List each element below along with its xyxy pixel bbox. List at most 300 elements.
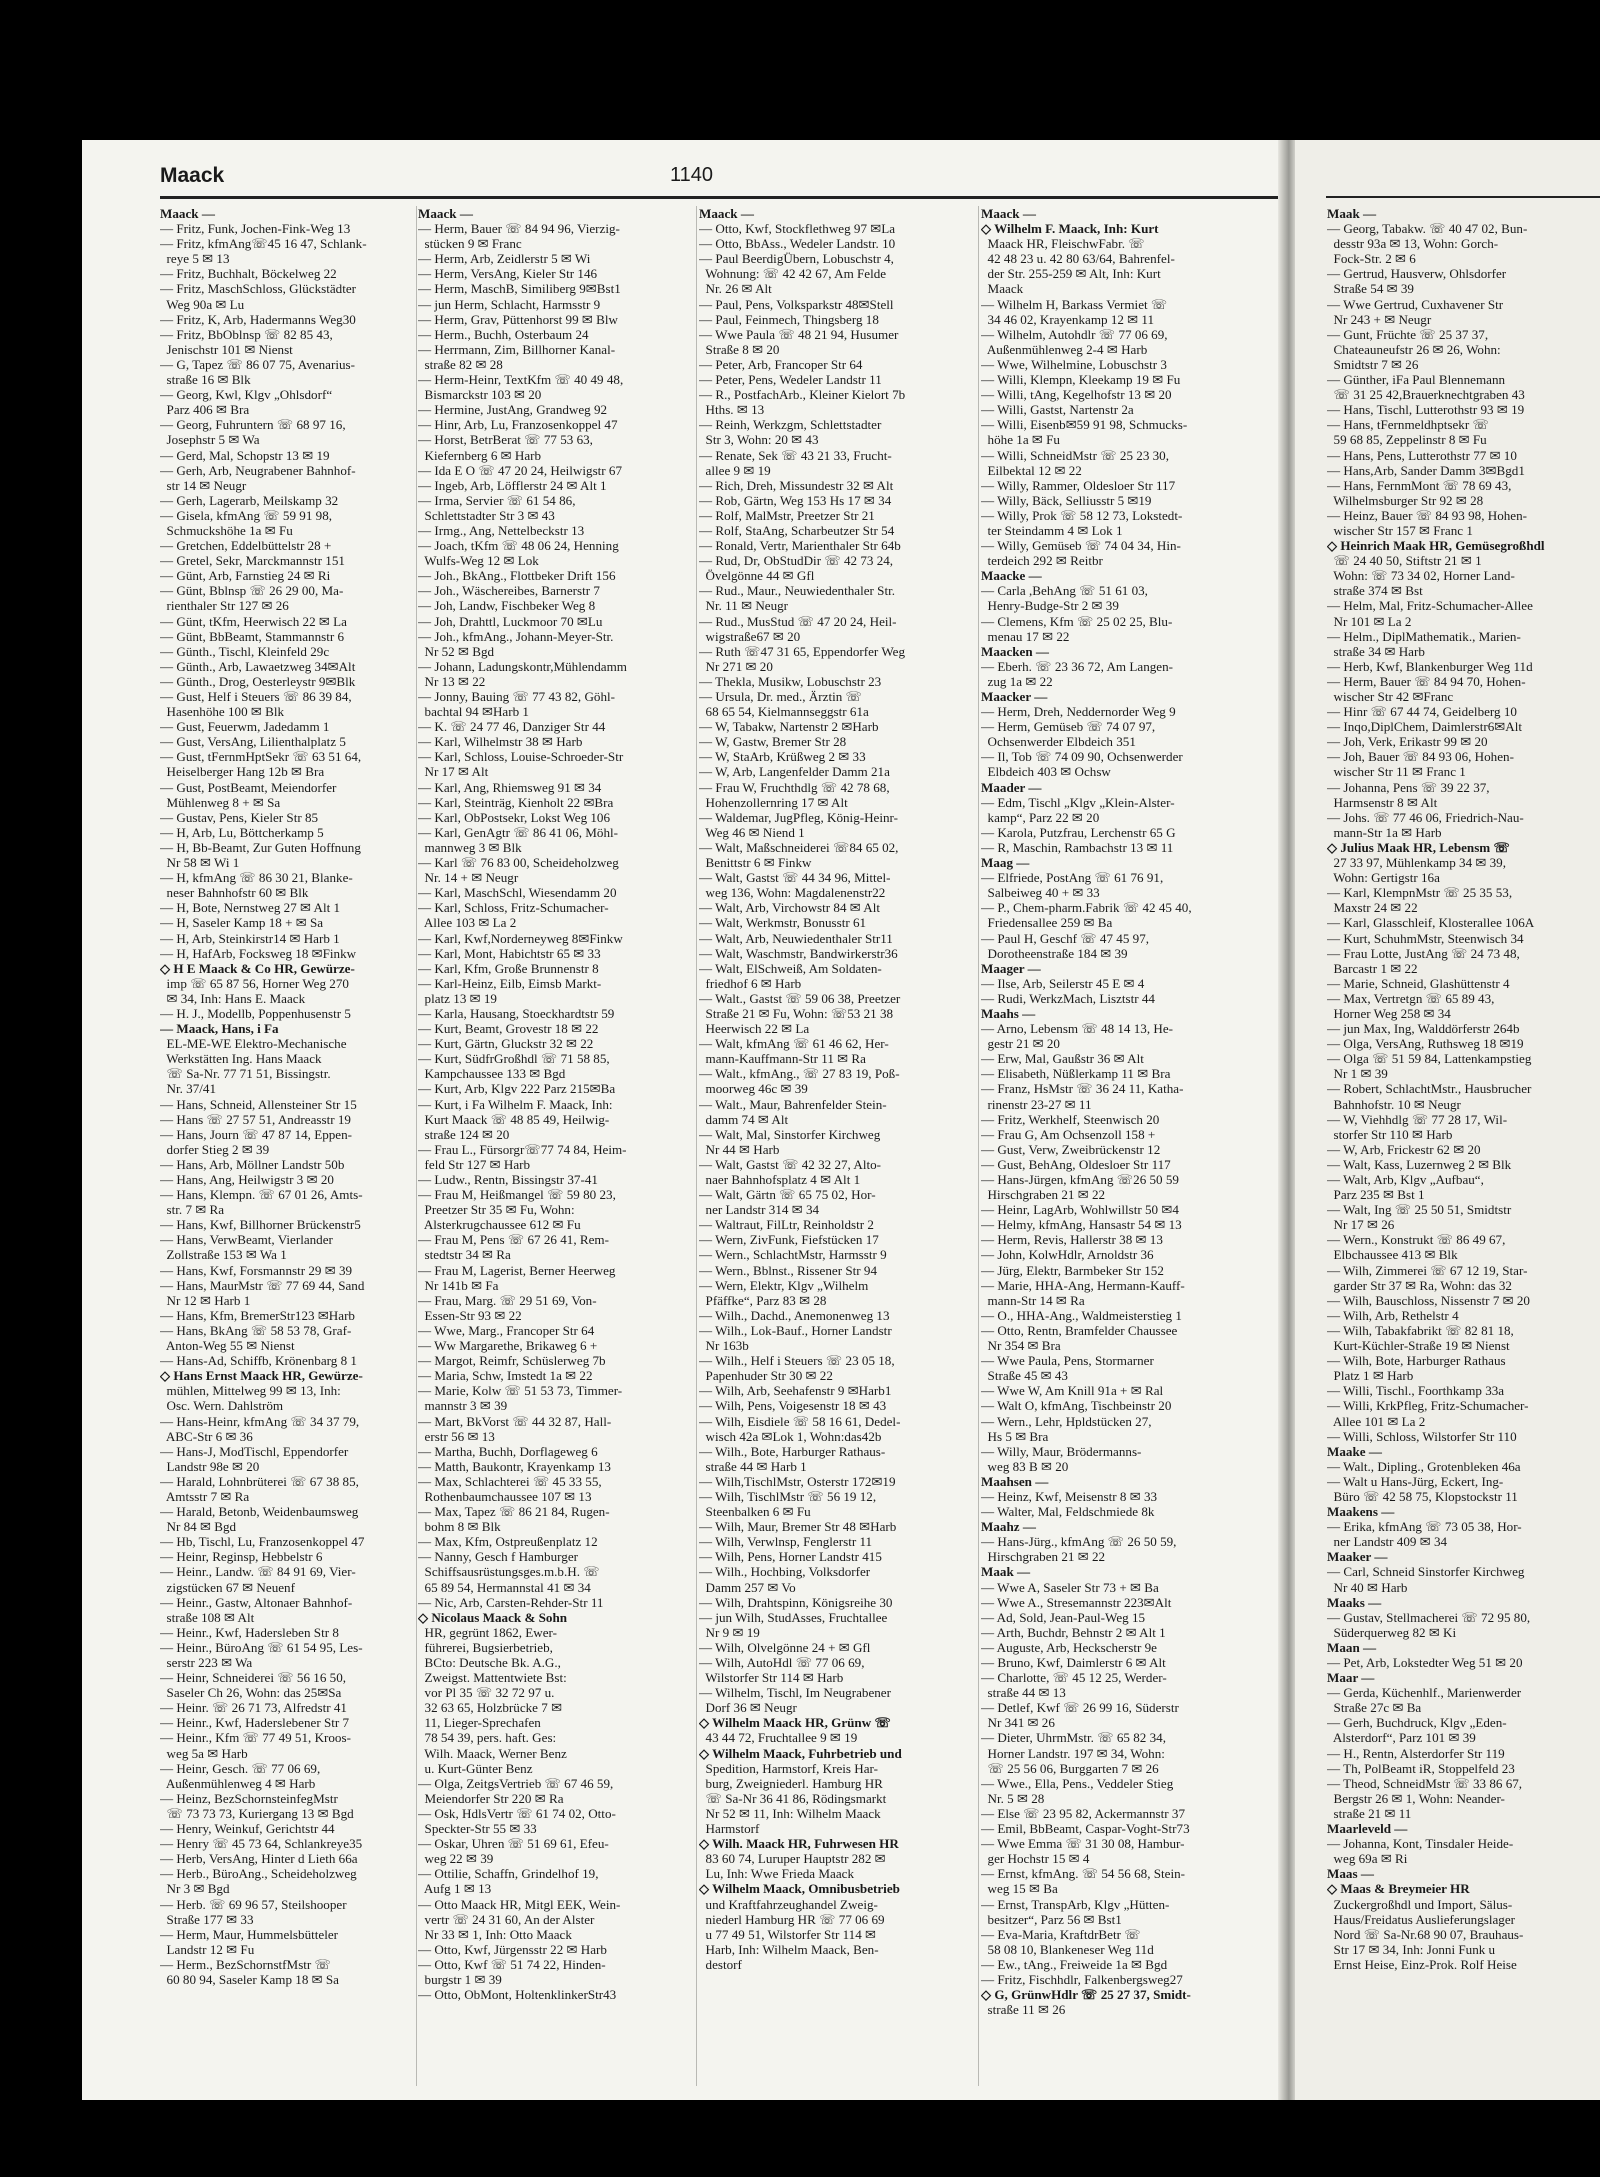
directory-line: — Wern., Bblnst., Rissener Str 94 xyxy=(699,1262,878,1278)
directory-line: rienthaler Str 127 ✉ 26 xyxy=(160,598,289,614)
directory-line: — Frau Lotte, JustAng ☏ 24 73 48, xyxy=(1327,945,1520,961)
directory-line: — Wwe A., Stresemannstr 223✉Alt xyxy=(981,1594,1172,1610)
directory-line: — Günth., Drog, Oesterleystr 9✉Blk xyxy=(160,673,356,689)
directory-line: — Gust, tFernmHptSekr ☏ 63 51 64, xyxy=(160,749,362,765)
directory-line: — Helmy, kfmAng, Hansastr 54 ✉ 13 xyxy=(981,1217,1182,1233)
directory-line: — Otto, Kwf ☏ 51 74 22, Hinden- xyxy=(418,1956,606,1972)
directory-line: — W, Viehhdlg ☏ 77 28 17, Wil- xyxy=(1327,1111,1508,1127)
directory-line: Chateauneufstr 26 ✉ 26, Wohn: xyxy=(1327,341,1501,357)
directory-line: Schmuckshöhe 1a ✉ Fu xyxy=(160,522,293,538)
directory-line: — Karl, Kfm, Große Brunnenstr 8 xyxy=(418,960,599,976)
directory-line: — Hinr ☏ 67 44 74, Geidelberg 10 xyxy=(1327,704,1517,720)
directory-line: Außenmühlenweg 2-4 ✉ Harb xyxy=(981,341,1148,357)
directory-line: — Joh., BkAng., Flottbeker Drift 156 xyxy=(418,568,616,584)
directory-line: — Walt, Arb, Neuwiedenthaler Str11 xyxy=(699,930,893,946)
directory-line: ✉ 34, Inh: Hans E. Maack xyxy=(160,990,306,1006)
directory-line: HR, gegrünt 1862, Ewer- xyxy=(418,1624,558,1640)
directory-line: — Herm, Dreh, Neddernorder Weg 9 xyxy=(981,704,1176,720)
directory-line: — Herm, Maur, Hummelsbütteler xyxy=(160,1926,339,1942)
directory-line: Nr 13 ✉ 22 xyxy=(418,673,486,689)
directory-line: Salbeiweg 40 + ✉ 33 xyxy=(981,885,1100,901)
directory-line: rinenstr 23-27 ✉ 11 xyxy=(981,1096,1092,1112)
directory-line: straße 108 ✉ Alt xyxy=(160,1609,255,1625)
directory-line: — Walt, Mal, Sinstorfer Kirchweg xyxy=(699,1126,881,1142)
directory-line: — R., PostfachArb., Kleiner Kielort 7b xyxy=(699,387,906,403)
directory-line: straße 44 ✉ Harb 1 xyxy=(699,1458,807,1474)
directory-line: 42 48 23 u. 42 80 63/64, Bahrenfel- xyxy=(981,251,1175,267)
directory-line: Rothenbaumchaussee 107 ✉ 13 xyxy=(418,1488,592,1504)
directory-line: friedhof 6 ✉ Harb xyxy=(699,975,802,991)
directory-line: — Hans, Arb, Möllner Landstr 50b xyxy=(160,1156,345,1172)
directory-line: der Str. 255-259 ✉ Alt, Inh: Kurt xyxy=(981,266,1161,282)
directory-line: desstr 93a ✉ 13, Wohn: Gorch- xyxy=(1327,236,1499,252)
directory-line: — Theod, SchneidMstr ☏ 33 86 67, xyxy=(1327,1775,1523,1791)
directory-line: Bismarckstr 103 ✉ 20 xyxy=(418,387,542,403)
directory-line: — Willy, Rammer, Oldesloer Str 117 xyxy=(981,477,1176,493)
directory-line: — Joh, Drahttl, Luckmoor 70 ✉Lu xyxy=(418,613,603,629)
directory-line: Lu, Inh: Wwe Frieda Maack xyxy=(699,1866,855,1882)
directory-line: — Paul, Feinmech, Thingsberg 18 xyxy=(699,311,879,327)
directory-line: — Ingeb, Arb, Löfflerstr 24 ✉ Alt 1 xyxy=(418,477,607,493)
directory-line: — Edm, Tischl „Klgv „Klein-Alster- xyxy=(981,794,1175,810)
directory-line: — Else ☏ 23 95 82, Ackermannstr 37 xyxy=(981,1805,1186,1821)
directory-line: — Wilh., Lok-Bauf., Horner Landstr xyxy=(699,1322,892,1338)
directory-line: — H, Arb, Steinkirstr14 ✉ Harb 1 xyxy=(160,930,340,946)
directory-line: Nr 354 ✉ Bra xyxy=(981,1338,1061,1354)
directory-line: — Margot, Reimfr, Schüslerweg 7b xyxy=(418,1353,606,1369)
directory-line: Maacken — xyxy=(981,643,1050,659)
directory-line: — Wwe W, Am Knill 91a + ✉ Ral xyxy=(981,1383,1164,1399)
directory-line: — Ursula, Dr. med., Ärztin ☏ xyxy=(699,689,862,704)
directory-line: — Hans, tFernmeldhptsekr ☏ xyxy=(1327,417,1489,433)
directory-line: — Walt, Werkmstr, Bonusstr 61 xyxy=(699,915,867,931)
directory-line: Wilh. Maack, Werner Benz xyxy=(418,1745,567,1761)
directory-line: Maar — xyxy=(1327,1670,1375,1686)
directory-line: ner Landstr 314 ✉ 34 xyxy=(699,1202,820,1218)
directory-line: — Wilh, Olvelgönne 24 + ✉ Gfl xyxy=(699,1639,871,1655)
directory-line: — Henry ☏ 45 73 64, Schlankreye35 xyxy=(160,1836,363,1852)
directory-line: Heerwisch 22 ✉ La xyxy=(699,1021,810,1037)
directory-line: Allee 101 ✉ La 2 xyxy=(1327,1413,1426,1429)
directory-line: 32 63 65, Holzbrücke 7 ✉ xyxy=(418,1700,563,1716)
directory-line: Straße 8 ✉ 20 xyxy=(699,341,780,357)
directory-line: — Olga, VersAng, Ruthsweg 18 ✉19 xyxy=(1327,1036,1524,1052)
directory-line: — Wilh, Arb, Rethelstr 4 xyxy=(1327,1307,1459,1323)
directory-line: 34 46 02, Krayenkamp 12 ✉ 11 xyxy=(981,311,1155,327)
directory-line: — Rich, Dreh, Missundestr 32 ✉ Alt xyxy=(699,477,894,493)
directory-line: — Gretchen, Eddelbüttelstr 28 + xyxy=(160,538,332,554)
directory-line: Nr 52 ✉ Bgd xyxy=(418,643,495,659)
directory-line: — Rud, Dr, ObStudDir ☏ 42 73 24, xyxy=(699,553,894,569)
directory-line: ☏ 25 56 06, Burggarten 7 ✉ 26 xyxy=(981,1760,1159,1776)
directory-line: Schiffsausrüstungsges.m.b.H. ☏ xyxy=(418,1564,600,1580)
directory-line: ◇ Wilhelm Maack, Omnibusbetrieb xyxy=(699,1881,900,1897)
directory-line: — W, Arb, Langenfelder Damm 21a xyxy=(699,764,890,780)
directory-line: — Willy, Gemüseb ☏ 74 04 34, Hin- xyxy=(981,538,1181,554)
directory-line: — Hans, Schneid, Allensteiner Str 15 xyxy=(160,1096,357,1112)
directory-line: — Wilh, Tabakfabrikt ☏ 82 81 18, xyxy=(1327,1322,1514,1338)
directory-line: Zollstraße 153 ✉ Wa 1 xyxy=(160,1247,287,1263)
directory-line: — Günther, iFa Paul Blennemann xyxy=(1327,372,1506,388)
directory-line: straße 82 ✉ 28 xyxy=(418,356,503,372)
directory-line: — Eberh. ☏ 23 36 72, Am Langen- xyxy=(981,658,1174,674)
directory-line: — Erika, kfmAng ☏ 73 05 38, Hor- xyxy=(1327,1519,1522,1535)
directory-line: — Waltraut, FilLtr, Reinholdstr 2 xyxy=(699,1217,874,1233)
directory-line: — Wilh, Bauschloss, Nissenstr 7 ✉ 20 xyxy=(1327,1292,1530,1308)
directory-line: Preetzer Str 35 ✉ Fu, Wohn: xyxy=(418,1202,575,1218)
directory-line: — Il, Tob ☏ 74 09 90, Ochsenwerder xyxy=(981,749,1183,765)
directory-line: moorweg 46c ✉ 39 xyxy=(699,1081,808,1097)
directory-line: — Gustav, Stellmacherei ☏ 72 95 80, xyxy=(1327,1609,1531,1625)
directory-line: — Max, Kfm, Ostpreußenplatz 12 xyxy=(418,1534,598,1550)
directory-line: Straße 45 ✉ 43 xyxy=(981,1368,1068,1384)
directory-line: — Wilhelm, Autohdlr ☏ 77 06 69, xyxy=(981,326,1168,342)
directory-line: — Ernst, kfmAng. ☏ 54 56 68, Stein- xyxy=(981,1866,1186,1882)
directory-line: — Reinh, Werkzgm, Schlettstadter xyxy=(699,417,882,433)
directory-line: — Matth, Baukontr, Krayenkamp 13 xyxy=(418,1458,611,1474)
directory-line: — Robert, SchlachtMstr., Hausbrucher xyxy=(1327,1081,1532,1097)
directory-line: Fock-Str. 2 ✉ 6 xyxy=(1327,251,1416,267)
directory-line: — Mart, BkVorst ☏ 44 32 87, Hall- xyxy=(418,1413,612,1429)
directory-line: — W, StaArb, Krüßweg 2 ✉ 33 xyxy=(699,749,866,765)
directory-line: — Waldemar, JugPfleg, König-Heinr- xyxy=(699,809,899,825)
directory-line: — Eva-Maria, KraftdrBetr ☏ xyxy=(981,1926,1141,1942)
directory-line: — Heinr, Gesch. ☏ 77 06 69, xyxy=(160,1760,321,1776)
directory-line: — Marie, Kolw ☏ 51 53 73, Timmer- xyxy=(418,1383,623,1399)
directory-line: weg 5a ✉ Harb xyxy=(160,1745,248,1761)
directory-line: — Herm, Gemüseb ☏ 74 07 97, xyxy=(981,719,1156,735)
directory-line: — Maria, Schw, Imstedt 1a ✉ 22 xyxy=(418,1368,593,1384)
directory-line: zug 1a ✉ 22 xyxy=(981,673,1053,689)
directory-line: Nr 1 ✉ 39 xyxy=(1327,1066,1388,1082)
directory-line: str. 7 ✉ Ra xyxy=(160,1202,225,1218)
directory-line: — Horst, BetrBerat ☏ 77 53 63, xyxy=(418,432,593,448)
directory-line: — Arno, Lebensm ☏ 48 14 13, He- xyxy=(981,1021,1174,1037)
directory-line: ◇ Julius Maak HR, Lebensm ☏ xyxy=(1327,839,1510,855)
directory-line: — Karl, MaschSchl, Wiesendamm 20 xyxy=(418,885,617,901)
directory-line: Nr 58 ✉ Wi 1 xyxy=(160,855,240,871)
directory-line: — H., Rentn, Alsterdorfer Str 119 xyxy=(1327,1745,1505,1761)
directory-line: — Willi, Klempn, Kleekamp 19 ✉ Fu xyxy=(981,372,1181,388)
directory-line: Bahnhofstr. 10 ✉ Neugr xyxy=(1327,1096,1461,1112)
directory-line: — Fritz, MaschSchloss, Glückstädter xyxy=(160,281,357,297)
directory-line: Horner Weg 258 ✉ 34 xyxy=(1327,1005,1451,1021)
header-rule xyxy=(160,196,1278,199)
directory-line: — Willi, Eisenb✉59 91 98, Schmucks- xyxy=(981,417,1188,433)
directory-line: niederl Hamburg HR ☏ 77 06 69 xyxy=(699,1911,885,1927)
directory-line: — Wwe, Wilhelmine, Lobuschstr 3 xyxy=(981,356,1167,372)
directory-line: — Walt, ElSchweiß, Am Soldaten- xyxy=(699,960,882,976)
directory-line: Nr 271 ✉ 20 xyxy=(699,658,773,674)
directory-line: — Irma, Servier ☏ 61 54 86, xyxy=(418,492,576,508)
directory-line: — Kurt, SchuhmMstr, Steenwisch 34 xyxy=(1327,930,1524,946)
column-2 xyxy=(418,206,694,2002)
directory-line: Essen-Str 93 ✉ 22 xyxy=(418,1307,522,1323)
directory-line: neser Bahnhofstr 60 ✉ Blk xyxy=(160,885,309,901)
directory-line: — Walt., Maur, Bahrenfelder Stein- xyxy=(699,1096,887,1112)
directory-line: Nr 12 ✉ Harb 1 xyxy=(160,1292,251,1308)
directory-line: — Johanna, Pens ☏ 39 22 37, xyxy=(1327,779,1490,795)
directory-line: — Heinr., Kwf, Hadersleben Str 8 xyxy=(160,1624,339,1640)
directory-line: — Erw, Mal, Gaußstr 36 ✉ Alt xyxy=(981,1051,1144,1067)
directory-line: — Hans-J, ModTischl, Eppendorfer xyxy=(160,1443,349,1459)
directory-line: — Wilh, Pens, Horner Landstr 415 xyxy=(699,1549,882,1565)
directory-line: — Peter, Pens, Wedeler Landstr 11 xyxy=(699,372,882,388)
directory-line: — Walt, kfmAng ☏ 61 46 62, Her- xyxy=(699,1036,889,1052)
directory-line: Maager — xyxy=(981,960,1041,976)
directory-line: — Wilh, TischlMstr ☏ 56 19 12, xyxy=(699,1488,877,1504)
directory-line: straße 11 ✉ 26 xyxy=(981,2002,1066,2018)
directory-line: — Gust, Helf i Steuers ☏ 86 39 84, xyxy=(160,689,352,704)
directory-line: ☏ Sa-Nr. 77 71 51, Bissingstr. xyxy=(160,1066,331,1082)
directory-line: allee 9 ✉ 19 xyxy=(699,462,771,478)
directory-line: Straße 21 ✉ Fu, Wohn: ☏53 21 38 xyxy=(699,1005,894,1021)
directory-line: ◇ H E Maack & Co HR, Gewürze- xyxy=(160,960,355,976)
directory-line: stedtstr 34 ✉ Ra xyxy=(418,1247,511,1263)
directory-line: Hs 5 ✉ Bra xyxy=(981,1428,1049,1444)
directory-line: Maader — xyxy=(981,779,1042,795)
directory-line: wischer Str 11 ✉ Franc 1 xyxy=(1327,764,1466,780)
directory-line: — Kurt, SüdfrGroßhdl ☏ 71 58 85, xyxy=(418,1051,610,1067)
directory-line: erstr 56 ✉ 13 xyxy=(418,1428,495,1444)
directory-line: — P., Chem-pharm.Fabrik ☏ 42 45 40, xyxy=(981,900,1192,916)
directory-line: — Wern., SchlachtMstr, Harmsstr 9 xyxy=(699,1247,887,1263)
directory-line: 11, Lieger-Sprechafen xyxy=(418,1715,541,1731)
directory-line: Allee 103 ✉ La 2 xyxy=(418,915,517,931)
directory-line: Nr 3 ✉ Bgd xyxy=(160,1881,230,1897)
directory-line: — Willi, SchneidMstr ☏ 25 23 30, xyxy=(981,447,1170,463)
directory-line: — Hans-Jürgen, kfmAng ☏26 50 59 xyxy=(981,1172,1179,1187)
directory-line: — Karl-Heinz, Eilb, Eimsb Markt- xyxy=(418,975,602,991)
directory-line: Str 3, Wohn: 20 ✉ 43 xyxy=(699,432,819,448)
directory-line: — Harald, Lohnbrüterei ☏ 67 38 85, xyxy=(160,1473,359,1489)
directory-line: Anton-Weg 55 ✉ Nienst xyxy=(160,1338,295,1354)
directory-line: — Heinr., Landw. ☏ 84 91 69, Vier- xyxy=(160,1564,356,1580)
directory-line: — Karl, Mont, Habichtstr 65 ✉ 33 xyxy=(418,945,601,961)
directory-line: Maarleveld — xyxy=(1327,1821,1408,1837)
directory-line: — Herb. ☏ 69 96 57, Steilshooper xyxy=(160,1896,347,1912)
directory-line: — Peter, Arb, Francoper Str 64 xyxy=(699,356,863,372)
directory-line: — Georg, Kwl, Klgv „Ohlsdorf“ xyxy=(160,387,333,403)
directory-line: höhe 1a ✉ Fu xyxy=(981,432,1060,448)
directory-line: — Emil, BbBeamt, Caspar-Voght-Str73 xyxy=(981,1821,1190,1837)
directory-line: — Max, Vertretgn ☏ 65 89 43, xyxy=(1327,990,1495,1006)
directory-line: — Walt., Dipling., Grotenbleken 46a xyxy=(1327,1458,1521,1474)
directory-line: — Jürg, Elektr, Barmbeker Str 152 xyxy=(981,1262,1164,1278)
directory-line: straße 44 ✉ 13 xyxy=(981,1685,1066,1701)
directory-line: Außenmühlenweg 4 ✉ Harb xyxy=(160,1775,316,1791)
directory-line: dorfer Stieg 2 ✉ 39 xyxy=(160,1141,270,1157)
directory-line: Smidtstr 7 ✉ 26 xyxy=(1327,356,1419,372)
directory-line: — Gerda, Küchenhlf., Marienwerder xyxy=(1327,1685,1522,1701)
directory-line: Wohnung: ☏ 42 42 67, Am Felde xyxy=(699,266,887,282)
directory-line: mühlen, Mittelweg 99 ✉ 13, Inh: xyxy=(160,1383,341,1399)
directory-line: — Charlotte, ☏ 45 12 25, Werder- xyxy=(981,1670,1167,1686)
directory-line: — Gust, BehAng, Oldesloer Str 117 xyxy=(981,1156,1171,1172)
directory-line: mann-Str 14 ✉ Ra xyxy=(981,1292,1085,1308)
directory-line: wischer Str 157 ✉ Franc 1 xyxy=(1327,522,1473,538)
directory-line: — Hans, Ang, Heilwigstr 3 ✉ 20 xyxy=(160,1172,334,1187)
directory-line: — Ida E O ☏ 47 20 24, Heilwigstr 67 xyxy=(418,462,623,478)
directory-line: Nr 243 + ✉ Neugr xyxy=(1327,311,1432,327)
directory-line: — Wwe Gertrud, Cuxhavener Str xyxy=(1327,296,1504,312)
directory-line: — Hans, Klempn. ☏ 67 01 26, Amts- xyxy=(160,1187,363,1203)
directory-line: Zweigst. Mattentwiete Bst: xyxy=(418,1670,567,1686)
directory-line: — Günt, tKfm, Heerwisch 22 ✉ La xyxy=(160,613,347,629)
directory-line: — Ww Margarethe, Brikaweg 6 + xyxy=(418,1338,598,1354)
directory-line: Wohn: Gertigstr 16a xyxy=(1327,870,1440,886)
directory-line: Dorotheenstraße 184 ✉ 39 xyxy=(981,945,1128,961)
directory-line: platz 13 ✉ 19 xyxy=(418,990,497,1006)
directory-line: — Detlef, Kwf ☏ 26 99 16, Süderstr xyxy=(981,1700,1179,1716)
directory-line: — Karl, Kwf,Norderneyweg 8✉Finkw xyxy=(418,930,623,946)
directory-line: — Max, Schlachterei ☏ 45 33 55, xyxy=(418,1473,602,1489)
directory-line: — Gretel, Sekr, Marckmannstr 151 xyxy=(160,553,345,569)
facing-header-rule xyxy=(1326,196,1600,198)
directory-line: — Olga, ZeitgsVertrieb ☏ 67 46 59, xyxy=(418,1775,614,1791)
directory-line: Maack xyxy=(981,281,1024,297)
directory-line: — Walt, Maßschneiderei ☏84 65 02, xyxy=(699,839,899,855)
directory-line: wisch 42a ✉Lok 1, Wohn:das42b xyxy=(699,1428,882,1444)
directory-line: menau 17 ✉ 22 xyxy=(981,628,1070,644)
directory-line: — Karl, Ang, Rhiemsweg 91 ✉ 34 xyxy=(418,779,602,795)
directory-line: ◇ G, GrünwHdlr ☏ 25 27 37, Smidt- xyxy=(981,1987,1191,2003)
directory-line: Harb, Inh: Wilhelm Maack, Ben- xyxy=(699,1941,879,1957)
directory-line: — Walt, Waschmstr, Bandwirkerstr36 xyxy=(699,945,898,961)
directory-line: — Gunt, Früchte ☏ 25 37 37, xyxy=(1327,326,1489,342)
directory-line: Alsterkrugchaussee 612 ✉ Fu xyxy=(418,1217,581,1233)
directory-line: Süderquerweg 82 ✉ Ki xyxy=(1327,1624,1457,1640)
directory-line: Maaks — xyxy=(1327,1594,1382,1610)
directory-line: — Herm-Heinr, TextKfm ☏ 40 49 48, xyxy=(418,372,624,388)
directory-line: Schlettstadter Str 3 ✉ 43 xyxy=(418,507,555,523)
directory-line: — Th, PolBeamt iR, Stoppelfeld 23 xyxy=(1327,1760,1515,1776)
directory-line: — Herm, Bauer ☏ 84 94 70, Hohen- xyxy=(1327,673,1526,689)
directory-line: Ochsenwerder Elbdeich 351 xyxy=(981,734,1136,750)
directory-line: — Walt, Ing ☏ 25 50 51, Smidtstr xyxy=(1327,1202,1512,1218)
directory-line: — Karl, Wilhelmstr 38 ✉ Harb xyxy=(418,734,583,750)
directory-line: imp ☏ 65 87 56, Horner Weg 270 xyxy=(160,975,349,991)
directory-line: — Paul, Pens, Volksparkstr 48✉Stell xyxy=(699,296,894,312)
directory-line: Kampchaussee 133 ✉ Bgd xyxy=(418,1066,566,1082)
directory-line: Straße 27c ✉ Ba xyxy=(1327,1700,1422,1716)
directory-line: — Frau M, Heißmangel ☏ 59 80 23, xyxy=(418,1187,616,1203)
directory-line: — Fritz, Funk, Jochen-Fink-Weg 13 xyxy=(160,221,351,237)
directory-line: ◇ Wilh. Maack HR, Fuhrwesen HR xyxy=(699,1836,899,1852)
directory-line: — Wern, Elektr, Klgv „Wilhelm xyxy=(699,1277,869,1293)
directory-line: bohm 8 ✉ Blk xyxy=(418,1519,501,1535)
directory-line: — Fritz, kfmAng☏45 16 47, Schlank- xyxy=(160,236,367,252)
directory-line: — Johs. ☏ 77 46 06, Friedrich-Nau- xyxy=(1327,809,1524,825)
directory-line: — Maack, Hans, i Fa xyxy=(160,1021,279,1037)
directory-line: Haus/Freidatus Auslieferungslager xyxy=(1327,1911,1515,1927)
directory-line: — Hans, Kwf, Forsmannstr 29 ✉ 39 xyxy=(160,1262,353,1278)
directory-line: ter Steindamm 4 ✉ Lok 1 xyxy=(981,522,1123,538)
column-4 xyxy=(981,206,1277,2017)
directory-line: ner Landstr 409 ✉ 34 xyxy=(1327,1534,1448,1550)
directory-line: — Gustav, Pens, Kieler Str 85 xyxy=(160,809,319,825)
directory-line: straße 21 ✉ 11 xyxy=(1327,1805,1412,1821)
directory-line: — Ottilie, Schaffn, Grindelhof 19, xyxy=(418,1866,599,1882)
directory-line: — Heinr, Schneiderei ☏ 56 16 50, xyxy=(160,1670,347,1686)
directory-line: — jun Herm, Schlacht, Harmsstr 9 xyxy=(418,296,601,312)
directory-line: — Kurt, Arb, Klgv 222 Parz 215✉Ba xyxy=(418,1081,616,1097)
directory-line: — Wern., Lehr, Hpldstücken 27, xyxy=(981,1413,1152,1429)
directory-line: weg 22 ✉ 39 xyxy=(418,1851,494,1867)
column-divider xyxy=(978,206,979,2086)
directory-line: — Herm, Arb, Zeidlerstr 5 ✉ Wi xyxy=(418,251,591,267)
directory-line: 58 08 10, Blankeneser Weg 11d xyxy=(981,1941,1154,1957)
directory-line: Nr 44 ✉ Harb xyxy=(699,1141,780,1157)
directory-line: Nr 52 ✉ 11, Inh: Wilhelm Maack xyxy=(699,1805,881,1821)
directory-line: Maacker — xyxy=(981,689,1048,704)
directory-line: straße 34 ✉ Harb xyxy=(1327,643,1425,659)
directory-line: — Karla, Hausang, Stoeckhardtstr 59 xyxy=(418,1005,615,1021)
directory-line: mannstr 3 ✉ 39 xyxy=(418,1398,508,1414)
directory-line: ABC-Str 6 ✉ 36 xyxy=(160,1428,253,1444)
directory-line: — G, Tapez ☏ 86 07 75, Avenarius- xyxy=(160,356,355,372)
directory-line: Straße 177 ✉ 33 xyxy=(160,1911,254,1927)
directory-line: — Wwe, Marg., Francoper Str 64 xyxy=(418,1322,595,1338)
directory-line: — Hans, MaurMstr ☏ 77 69 44, Sand xyxy=(160,1277,365,1293)
directory-line: — H, HafArb, Focksweg 18 ✉Finkw xyxy=(160,945,357,961)
directory-line: Övelgönne 44 ✉ Gfl xyxy=(699,568,815,584)
directory-line: burgstr 1 ✉ 39 xyxy=(418,1971,502,1987)
directory-line: — Karl, KlempnMstr ☏ 25 35 53, xyxy=(1327,885,1513,901)
directory-line: — Wilh, Bote, Harburger Rathaus xyxy=(1327,1353,1506,1369)
directory-line: Ernst Heise, Einz-Prok. Rolf Heise xyxy=(1327,1956,1517,1972)
directory-line: — Osk, HdlsVertr ☏ 61 74 02, Otto- xyxy=(418,1805,616,1821)
directory-line: 43 44 72, Fruchtallee 9 ✉ 19 xyxy=(699,1730,858,1746)
directory-line: Barcastr 1 ✉ 22 xyxy=(1327,960,1418,976)
directory-line: stücken 9 ✉ Franc xyxy=(418,236,522,252)
directory-line: — Wilh, Pens, Voigesenstr 18 ✉ 43 xyxy=(699,1398,887,1414)
directory-line: — H, Saseler Kamp 18 + ✉ Sa xyxy=(160,915,324,931)
directory-line: ◇ Nicolaus Maack & Sohn xyxy=(418,1609,568,1625)
directory-line: — Ilse, Arb, Seilerstr 45 E ✉ 4 xyxy=(981,975,1145,991)
directory-line: — Willi, Schloss, Wilstorfer Str 110 xyxy=(1327,1428,1517,1444)
directory-line: 68 65 54, Kielmannseggstr 61a xyxy=(699,704,869,720)
directory-line: Nr. 37/41 xyxy=(160,1081,217,1097)
directory-line: Nr 17 ✉ 26 xyxy=(1327,1217,1395,1233)
directory-line: Landstr 98e ✉ 20 xyxy=(160,1458,260,1474)
directory-line: — Fritz, BbOblnsp ☏ 82 85 43, xyxy=(160,326,333,342)
directory-line: — Ew., tAng., Freiweide 1a ✉ Bgd xyxy=(981,1956,1168,1972)
directory-line: — Wilhelm, Tischl, Im Neugrabener xyxy=(699,1685,891,1701)
directory-line: — Herm, Grav, Püttenhorst 99 ✉ Blw xyxy=(418,311,618,327)
column-divider xyxy=(696,206,697,2086)
directory-line: — Günt, Bblnsp ☏ 26 29 00, Ma- xyxy=(160,583,344,599)
directory-line: Parz 235 ✉ Bst 1 xyxy=(1327,1187,1425,1203)
directory-line: wigstraße67 ✉ 20 xyxy=(699,628,801,644)
directory-line: — Renate, Sek ☏ 43 21 33, Frucht- xyxy=(699,447,892,463)
directory-line: — Wilh, AutoHdl ☏ 77 06 69, xyxy=(699,1655,865,1670)
directory-line: — Wilh, Arb, Seehafenstr 9 ✉Harb1 xyxy=(699,1383,892,1399)
directory-line: — Nic, Arb, Carsten-Rehder-Str 11 xyxy=(418,1594,604,1610)
directory-line: — Herm., BezSchornstfMstr ☏ xyxy=(160,1956,331,1972)
directory-line: Nr 33 ✉ 1, Inh: Otto Maack xyxy=(418,1926,572,1942)
directory-line: — Elfriede, PostAng ☏ 61 76 91, xyxy=(981,870,1164,886)
directory-line: burg, Zweigniederl. Hamburg HR xyxy=(699,1775,883,1791)
directory-line: Damm 257 ✉ Vo xyxy=(699,1579,796,1595)
directory-line: — Heinr., Kwf, Haderslebener Str 7 xyxy=(160,1715,350,1731)
directory-line: — Ruth ☏47 31 65, Eppendorfer Weg xyxy=(699,643,905,659)
directory-line: — Heinz, Bauer ☏ 84 93 98, Hohen- xyxy=(1327,507,1528,523)
directory-line: — Thekla, Musikw, Lobuschstr 23 xyxy=(699,673,882,689)
directory-line: Maas — xyxy=(1327,1866,1374,1882)
directory-line: Maack — xyxy=(699,206,754,221)
directory-line: — Karl ☏ 76 83 00, Scheideholzweg xyxy=(418,855,619,871)
